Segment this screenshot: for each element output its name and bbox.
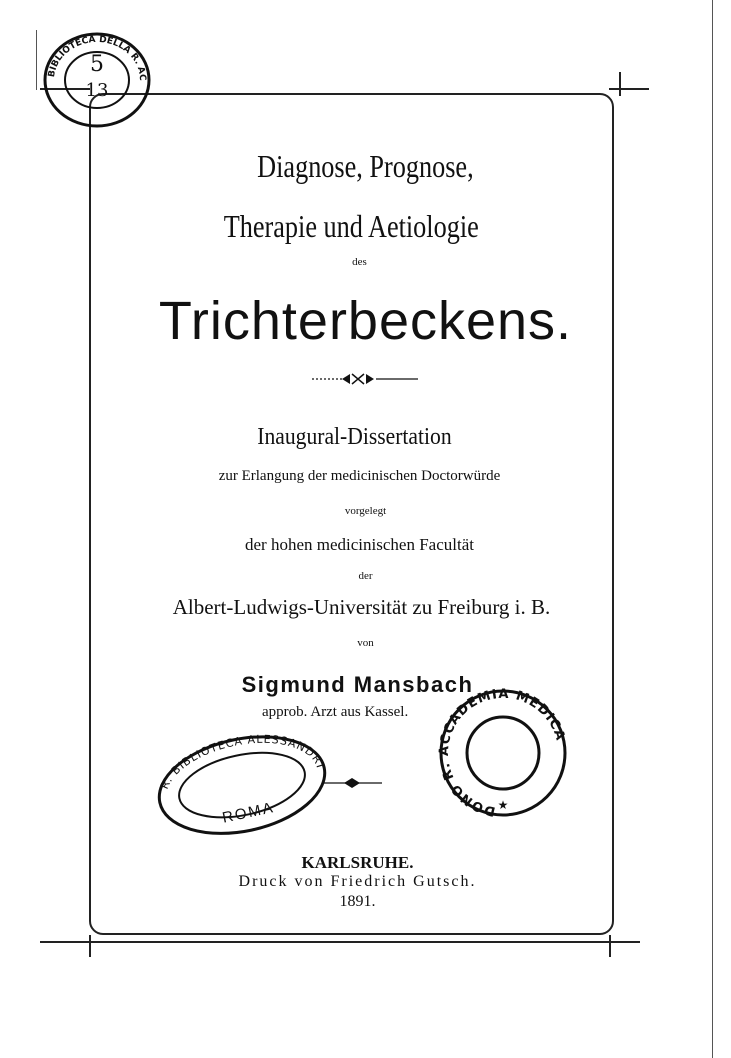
stamp-number: 5 bbox=[90, 52, 104, 77]
dissertation-vorgelegt: vorgelegt bbox=[344, 505, 387, 517]
dissertation-von: von bbox=[357, 637, 374, 649]
svg-text:BIBLIOTECA DELLA R. ACCADEMIA: BIBLIOTECA DELLA R. AC bbox=[47, 34, 148, 82]
svg-text:DONO R. ACCADEMIA MEDICA: DONO R. ACCADEMIA MEDICA bbox=[438, 688, 568, 818]
svg-text:★: ★ bbox=[497, 798, 509, 812]
title-line-2: Therapie und Aetiologie bbox=[223, 208, 479, 244]
imprint-year: 1891. bbox=[339, 893, 376, 910]
title-des: des bbox=[352, 256, 367, 268]
stamp-sub-number: 13 bbox=[85, 80, 109, 101]
academy-stamp-round bbox=[438, 688, 568, 818]
frame-right-tick-bottom bbox=[609, 935, 611, 957]
dissertation-der: der bbox=[358, 570, 373, 582]
ornament-small bbox=[322, 776, 382, 788]
dissertation-heading: Inaugural-Dissertation bbox=[257, 424, 452, 450]
title-line-1: Diagnose, Prognose, bbox=[257, 148, 474, 184]
scan-edge-left bbox=[36, 30, 37, 90]
oval-stamp-city: ROMA bbox=[220, 799, 277, 827]
author-credentials: approb. Arzt aus Kassel. bbox=[262, 704, 409, 720]
author-name: Sigmund Mansbach bbox=[241, 672, 474, 697]
main-title: Trichterbeckens. bbox=[158, 291, 573, 351]
university-line: Albert-Ludwigs-Universität zu Freiburg i. B. bbox=[172, 595, 551, 619]
dissertation-line-2: der hohen medicinischen Facultät bbox=[245, 535, 474, 554]
frame-top-extension-right bbox=[609, 88, 649, 90]
frame-bottom-line bbox=[40, 941, 640, 943]
round-stamp-icon bbox=[438, 688, 568, 818]
imprint-printer: Druck von Friedrich Gutsch. bbox=[238, 873, 477, 890]
imprint-city: KARLSRUHE. bbox=[301, 853, 414, 872]
frame-right-tick-top bbox=[619, 72, 621, 96]
svg-text:R. BIBLIOTECA ALESSANDRINA: R. BIBLIOTECA ALESSANDRINA bbox=[146, 732, 328, 792]
ornament-icon bbox=[312, 372, 418, 386]
ornament-divider bbox=[312, 372, 418, 386]
frame-left-tick-bottom bbox=[89, 935, 91, 957]
library-stamp-top-left bbox=[42, 30, 152, 130]
ornament-small-icon bbox=[322, 777, 382, 789]
dissertation-line-1: zur Erlangung der medicinischen Doctorwürde bbox=[218, 468, 501, 484]
